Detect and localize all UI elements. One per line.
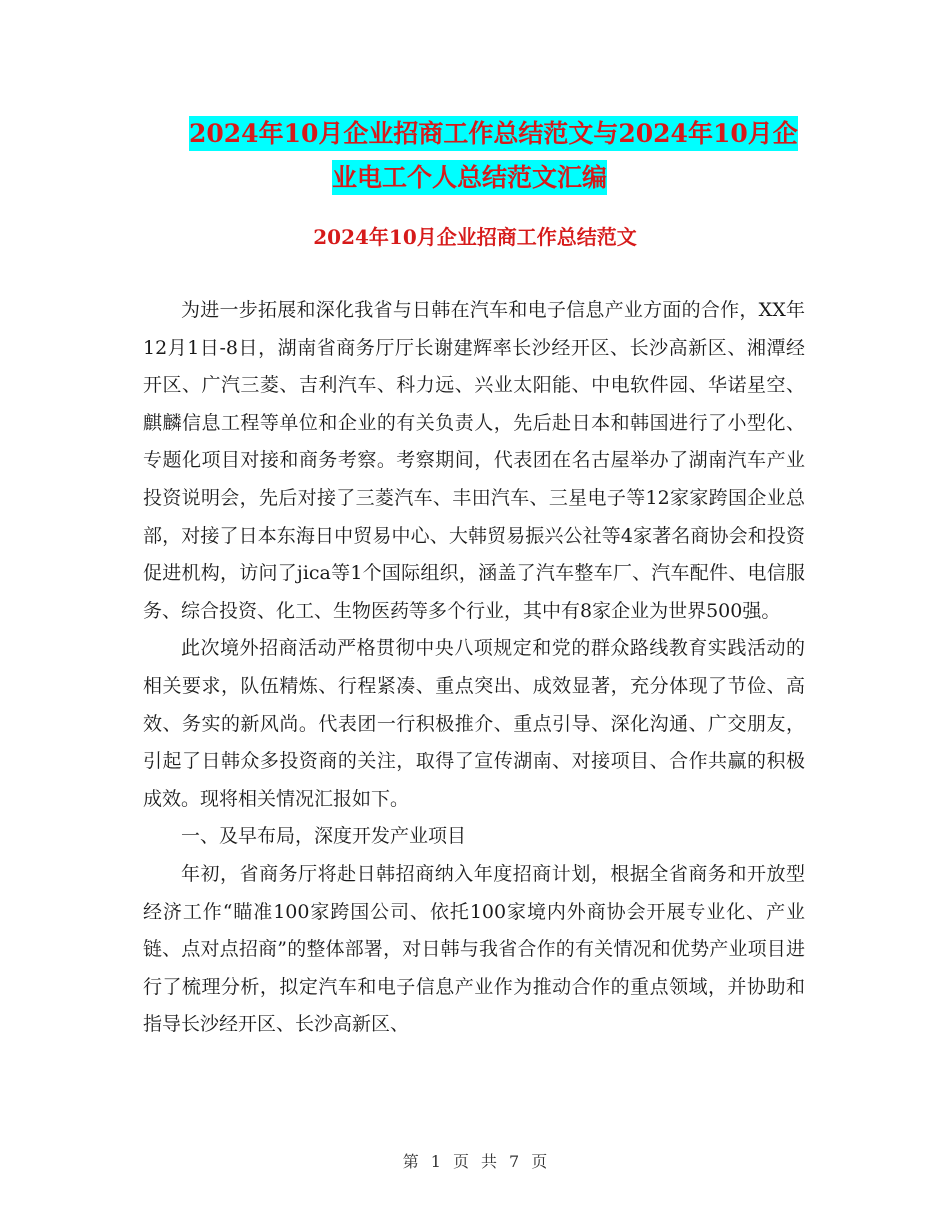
title-line-2: 业电工个人总结范文汇编 (0, 156, 950, 200)
section-title: 2024年10月企业招商工作总结范文 (313, 225, 637, 249)
document-title (0, 112, 950, 200)
page-label-total-prefix: 共 (481, 1152, 498, 1171)
page-label-prefix: 第 (402, 1152, 419, 1171)
document-body (143, 292, 805, 1044)
page-footer (0, 1150, 950, 1174)
paragraph-1: 为进一步拓展和深化我省与日韩在汽车和电子信息产业方面的合作，XX年12月1日-8日，湖南省商务厅厅长谢建辉率长沙经开区、长沙高新区、湘潭经开区、广汽三菱、吉利汽车、科力远、兴业太阳能、中电软件园、华诺星空、麒麟信息工程等单位和企业的有关负责人，先后赴日本和韩国进行了小型化、专题化项目对接和商务考察。考察期间，代表团在名古屋举办了湖南汽车产业投资说明会，先后对接了三菱汽车、丰田汽车、三星电子等12家家跨国企业总部，对接了日本东海日中贸易中心、大韩贸易振兴公社等4家著名商协会和投资促进机构，访问了jica等1个国际组织，涵盖了汽车整车厂、汽车配件、电信服务、综合投资、化工、生物医药等多个行业，其中有8家企业为世界500强。 (143, 299, 805, 622)
page-current: 1 (430, 1152, 441, 1171)
paragraph-3: 年初，省商务厅将赴日韩招商纳入年度招商计划，根据全省商务和开放型经济工作“瞄准100家跨国公司、依托100家境内外商协会开展专业化、产业链、点对点招商”的整体部署，对日韩与我省合作的有关情况和优势产业项目进行了梳理分析，拟定汽车和电子信息产业作为推动合作的重点领域，并协助和指导长沙经开区、长沙高新区、 (143, 862, 805, 1036)
page-label-mid: 页 (452, 1152, 469, 1171)
page-label-suffix: 页 (531, 1152, 548, 1171)
page-total: 7 (509, 1152, 520, 1171)
section-heading-1: 一、及早布局，深度开发产业项目 (181, 825, 467, 848)
paragraph-2: 此次境外招商活动严格贯彻中央八项规定和党的群众路线教育实践活动的相关要求，队伍精炼、行程紧凑、重点突出、成效显著，充分体现了节俭、高效、务实的新风尚。代表团一行积极推介、重点引导、深化沟通、广交朋友，引起了日韩众多投资商的关注，取得了宣传湖南、对接项目、合作共赢的积极成效。现将相关情况汇报如下。 (143, 637, 805, 810)
title-line-1: 2024年10月企业招商工作总结范文与2024年10月企 (0, 112, 950, 156)
